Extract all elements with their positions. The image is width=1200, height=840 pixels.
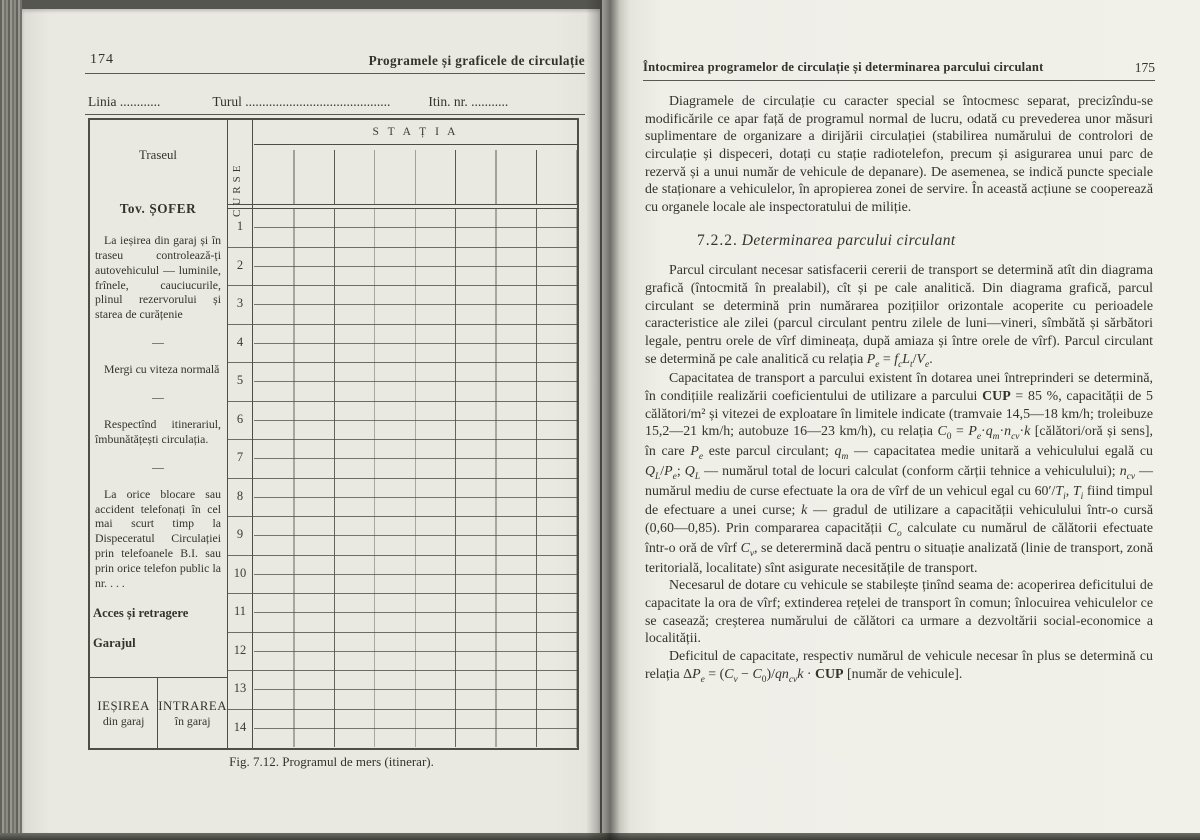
garajul-label: Garajul: [93, 635, 136, 650]
curse-label: CURSE: [231, 161, 243, 217]
table-row: [228, 632, 577, 672]
section-heading: [645, 231, 1153, 251]
row-number: 2: [236, 257, 244, 272]
right-page-header: [643, 60, 1155, 76]
table-row: [228, 516, 577, 556]
section-number: 7.2.2.: [697, 231, 738, 249]
table-row: [228, 478, 577, 518]
station-names-row: [254, 150, 577, 204]
table-text-column: [90, 120, 228, 748]
paragraph: Parcul circulant necesar satisfacerii cererii de transport se determină atît din diagrama grafică (întocmită în prealabil), cît și pe cale analitică. Din diagrama grafică, parcul circulant se determină prin numărarea pozițiilor orizontale acoperite cu perioadele caracteristice ale zilei (parcul circulant pentru zilele de luni—vineri, sîmbătă și sărbători legale, pentru orele de vîrf dimineața, după amiaza și între orele de vîrf). Parcul circulant se determină pe cale analitică cu relația $P_e = f_cL_t/V_e$.: [645, 263, 1153, 370]
table-row: [228, 439, 577, 479]
left-head-rule: [85, 73, 585, 74]
row-number: 5: [236, 373, 244, 388]
right-page-body: [645, 93, 1153, 685]
paragraph: Deficitul de capacitate, respectiv numărul de vehicule necesar în plus se determină cu relația $\Delta P_e = (C_v - C_0)/qn_{cv}k$ · CUP [număr de vehicule].: [645, 648, 1153, 685]
left-page-number: 174: [90, 52, 114, 67]
separator-dash: —: [152, 390, 164, 405]
row-number: 3: [236, 296, 244, 311]
instruction-3: Respectînd itinerariul, îmbunătățești circulația.: [95, 417, 221, 446]
driver-instructions: [93, 148, 223, 651]
table-row: [228, 285, 577, 325]
left-running-head: Programele și graficele de circulație: [368, 53, 585, 68]
figure-caption: Fig. 7.12. Programul de mers (itinerar).: [229, 754, 434, 769]
row-number: 12: [233, 642, 247, 657]
instruction-2: Mergi cu viteza normală: [104, 362, 220, 377]
paragraph: Capacitatea de transport a parcului existent în dotarea unei întreprinderi se determină, în condițiile realizării coeficientului de utilizare a parcului CUP = 85 %, capacității de 5 călători/m² și vitezei de exploatare în limitele indicate (tramvaie 14,5—18 km/h; troleibuze 15,2—21 km/h; autobuze 16—23 km/h), cu relația $C_0 = P_e\cdot q_m\cdot n_{cv}\cdot k$ [călători/oră și sens], în care $P_e$ este parcul circulant; $q_m$ — capacitatea medie unitară a vehiculului egală cu $Q_L/P_e$; $Q_L$ — numărul total de locuri calculat (conform cărții tehnice a vehiculului); $n_{cv}$ — numărul mediu de curse efectuate la ora de vîrf de un vehicul egal cu $60'/T_i$, $T_i$ fiind timpul de efectuare a unei curse; k — gradul de utilizare a capacității vehiculului într-o cursă (0,60—0,85). Prin compararea capacității $C_o$ calculate cu numărul de călătorii efectuate într-o oră de vîrf $C_v$, se deterermină dacă pentru o situație analizată (linie de transport, zonă teritorială, localitate) sînt asigurate necesitățile de transport.: [645, 371, 1153, 576]
form-rule: [85, 114, 585, 115]
table-row: [228, 555, 577, 595]
table-row: [228, 670, 577, 710]
right-head-rule: [643, 80, 1155, 81]
row-number: 1: [236, 219, 244, 234]
intrarea-sublabel: în garaj: [174, 713, 211, 728]
traseul-label: Traseul: [139, 148, 177, 162]
row-number: 6: [236, 411, 244, 426]
intrarea-label: INTRAREA: [158, 698, 227, 713]
row-number: 7: [236, 450, 244, 465]
form-itin: Itin. nr. ...........: [428, 94, 509, 109]
acces-retragere-label: Acces și retragere: [93, 605, 189, 620]
form-linia: Linia ............: [88, 94, 161, 109]
iesirea-cell: [90, 678, 158, 749]
row-number: 9: [236, 527, 244, 542]
form-line: [88, 94, 585, 110]
table-row: [228, 208, 577, 248]
separator-dash: —: [152, 459, 164, 474]
row-number: 13: [233, 681, 247, 696]
table-row: [228, 324, 577, 364]
table-row: [228, 401, 577, 441]
statia-header: S T A Ț I A: [254, 120, 577, 145]
table-row: [228, 247, 577, 287]
row-number: 10: [233, 565, 247, 580]
row-number: 8: [236, 488, 244, 503]
table-row: [228, 709, 577, 748]
garage-exit-entry-cells: [90, 677, 227, 749]
intrarea-cell: [158, 678, 227, 749]
book-left-edge: [0, 0, 22, 840]
table-row: [228, 362, 577, 402]
row-number: 11: [233, 604, 247, 619]
paragraph: Necesarul de dotare cu vehicule se stabilește ținînd seama de: acoperirea deficitului de capacitate la ora de vîrf; extinderea rețelei de transport în comun; înlocuirea vehiculelor ce se casează; creșterea numărului de călători ca urmare a dezvoltării social-economice a localității.: [645, 578, 1153, 647]
book-bottom-edge: [0, 833, 1200, 840]
right-page-number: 175: [1134, 60, 1155, 75]
tov-sofer-label: Tov. ȘOFER: [119, 201, 197, 216]
paragraph: Diagramele de circulație cu caracter special se întocmesc separat, precizîndu-se modificările ce apar față de programul normal de lucru, odată cu prevederea unor măsuri suplimentare de organizare a dirijării circulației (stabilirea numărului de controlori de circulație și dispeceri, dotați cu stație radiotelefon, precum și asigurarea unui parc de rezervă și a unui număr de vehicule de depanare). De asemenea, se indică puncte speciale de staționare a vehiculelor, în apropierea zonei de servire. În această acțiune se cooperează cu organele locale ale inspectoratului de miliție.: [645, 94, 1153, 215]
row-number: 4: [236, 334, 244, 349]
separator-dash: —: [152, 335, 164, 350]
form-turul: Turul ...........................................: [212, 94, 391, 109]
itinerary-table: [88, 118, 579, 750]
iesirea-label: IEȘIREA: [97, 698, 150, 713]
instruction-1: La ieșirea din garaj și în traseu controlează-ți autovehiculul — luminile, frînele, cauciucurile, plinul rezervorului și starea de curățenie: [95, 233, 221, 322]
section-title: Determinarea parcului circulant: [741, 231, 956, 249]
table-row: [228, 593, 577, 633]
right-running-head: Întocmirea programelor de circulație și determinarea parcului circulant: [643, 60, 1044, 74]
iesirea-sublabel: din garaj: [102, 713, 145, 728]
instruction-4: La orice blocare sau accident telefonați în cel mai scurt timp la Dispeceratul Circulației prin telefoanele B.I. sau prin orice telefon public la nr. . . .: [95, 486, 221, 590]
row-number: 14: [233, 719, 247, 734]
